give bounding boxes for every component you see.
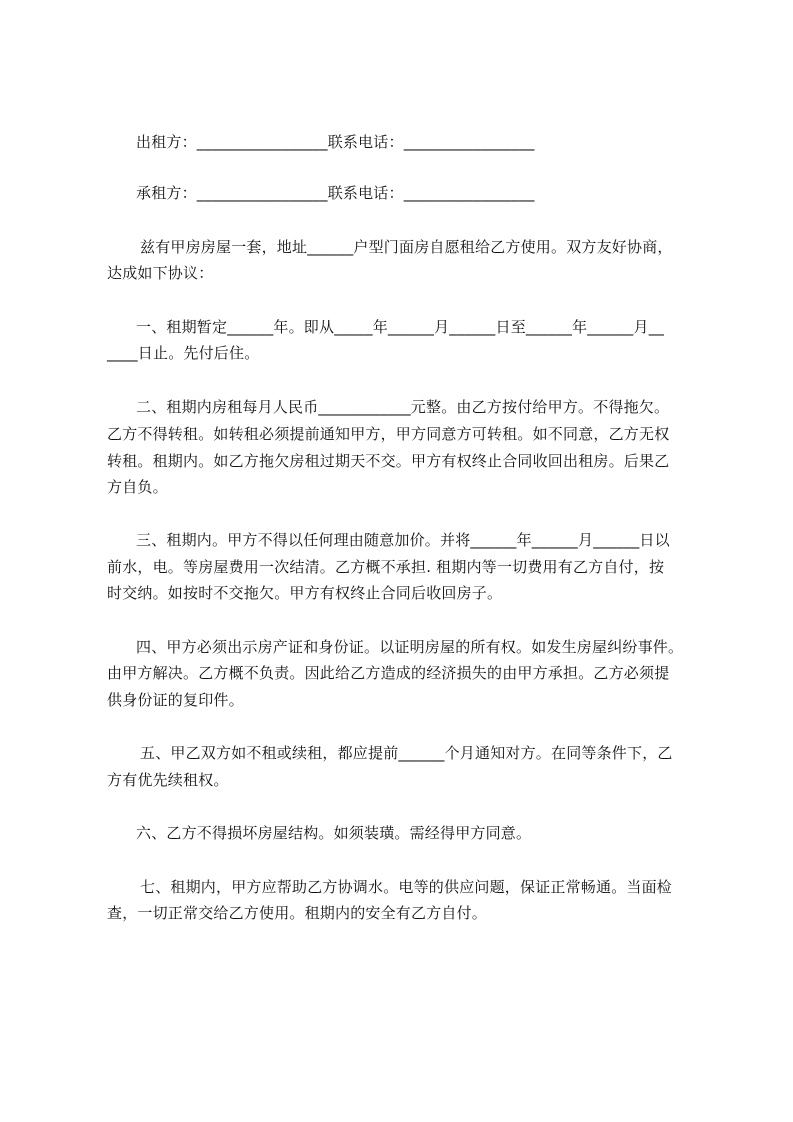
clause-1-line-1: 一、租期暂定______年。即从_____年______月______日至______年______月__ [136, 318, 665, 336]
clause-5-line-2: 方有优先续租权。 [107, 771, 229, 789]
clause-3-line-3: 时交纳。如按时不交拖欠。甲方有权终止合同后收回房子。 [107, 584, 503, 602]
clause-3-line-2: 前水，电。等房屋费用一次结清。乙方概不承担. 租期内等一切费用有乙方自付，按 [107, 558, 665, 576]
clause-2-line-3: 转租。租期内。如乙方拖欠房租过期天不交。甲方有权终止合同收回出租房。后果乙 [107, 452, 670, 470]
clause-2-line-2: 乙方不得转租。如转租必须提前通知甲方，甲方同意方可转租。如不同意，乙方无权 [107, 425, 670, 443]
clause-2-line-4: 方自负。 [107, 478, 168, 496]
clause-2-line-1: 二、租期内房租每月人民币____________元整。由乙方按付给甲方。不得拖欠。 [136, 398, 670, 416]
clause-5-line-1: 五、甲乙双方如不租或续租，都应提前______个月通知对方。在同等条件下，乙 [140, 744, 673, 762]
clause-7-line-1: 七、租期内，甲方应帮助乙方协调水。电等的供应问题，保证正常畅通。当面检 [140, 878, 673, 896]
lessee-line: 承租方：_________________联系电话：_________________ [136, 184, 535, 202]
clause-4-line-3: 供身份证的复印件。 [107, 691, 244, 709]
lessor-line: 出租方：_________________联系电话：_________________ [136, 133, 535, 151]
intro-line-1: 兹有甲房房屋一套，地址______户型门面房自愿租给乙方使用。双方友好协商， [140, 238, 673, 256]
clause-1-line-2: ____日止。先付后住。 [107, 344, 260, 362]
intro-line-2: 达成如下协议： [107, 264, 214, 282]
clause-4-line-2: 由甲方解决。乙方概不负责。因此给乙方造成的经济损失的由甲方承担。乙方必须提 [107, 664, 670, 682]
clause-3-line-1: 三、租期内。甲方不得以任何理由随意加价。并将______年______月______日以 [136, 531, 670, 549]
clause-6-line-1: 六、乙方不得损坏房屋结构。如须装璜。需经得甲方同意。 [136, 824, 532, 842]
clause-7-line-2: 查，一切正常交给乙方使用。租期内的安全有乙方自付。 [107, 904, 488, 922]
clause-4-line-1: 四、甲方必须出示房产证和身份证。以证明房屋的所有权。如发生房屋纠纷事件。 [136, 638, 684, 656]
